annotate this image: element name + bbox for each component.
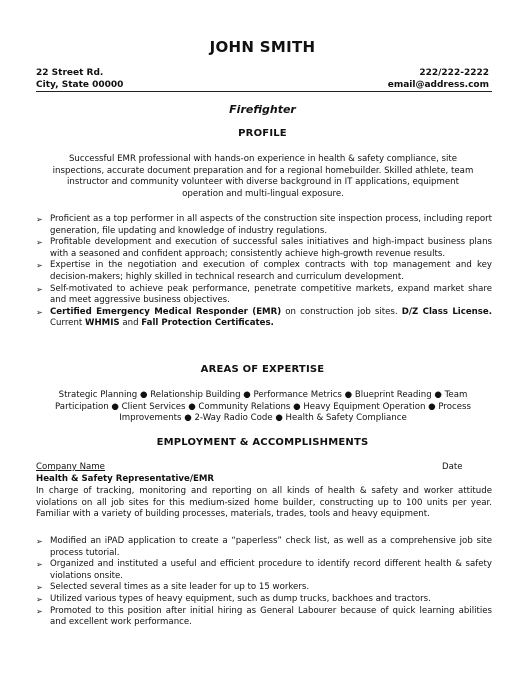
- expertise-list: Strategic Planning ● Relationship Building ● Performance Metrics ● Blueprint Reading ● Team Participation ● Client Services ● Community Relations ● Heavy Equipment Operation ● Process Improvements ● 2-Way Radio Code ● Health & Safety Compliance: [55, 390, 471, 424]
- role-description: In charge of tracking, monitoring and reporting on all kinds of health & safety and worker attitude violations on all job sites for this medium-sized home builder, constructing up to 100 units per year. Familiar with a variety of building processes, materials, trades, tools and heavy equipment.: [36, 486, 492, 520]
- list-item: ➢ Expertise in the negotiation and execution of complex contracts with top management and key decision-makers; highly skilled in technical research and curriculum development.: [36, 260, 492, 282]
- arrow-bullet-icon: ➢: [36, 583, 43, 593]
- employment-date: Date: [442, 462, 463, 472]
- expertise-heading: AREAS OF EXPERTISE: [200, 364, 325, 375]
- arrow-bullet-icon: ➢: [36, 560, 43, 570]
- arrow-bullet-icon: ➢: [36, 238, 43, 248]
- job-title: Firefighter: [229, 103, 296, 116]
- arrow-bullet-icon: ➢: [36, 606, 43, 616]
- arrow-bullet-icon: ➢: [36, 537, 43, 546]
- list-item: ➢ Proficient as a top performer in all aspects of the construction site inspection process, including report generation, file updating and knowledge of industry regulations.: [36, 214, 492, 236]
- profile-bullets: [36, 214, 492, 330]
- list-item: ➢ Utilized various types of heavy equipment, such as dump trucks, backhoes and tractors.: [36, 593, 431, 604]
- list-item: ➢ Organized and instituted a useful and efficient procedure to identify record different health & safety violations onsite.: [36, 559, 492, 581]
- employment-heading: EMPLOYMENT & ACCOMPLISHMENTS: [156, 437, 369, 448]
- list-item: ➢ Selected several times as a site leader for up to 15 workers.: [36, 582, 310, 593]
- address-line-1: 22 Street Rd.: [36, 68, 104, 78]
- list-item: ➢ Profitable development and execution of successful sales initiatives and high-impact business plans with a seasoned and confident approach; consistently achieve high-growth revenue results.: [36, 237, 492, 259]
- list-item: ➢ Self-motivated to achieve peak performance, penetrate competitive markets, expand market share and meet aggressive business objectives.: [36, 283, 492, 306]
- list-item: ➢ Promoted to this position after initial hiring as General Labourer because of quick learning abilities and excellent work performance.: [36, 605, 492, 628]
- header-divider: [36, 91, 492, 92]
- list-item: ➢ Modified an iPAD application to create a “paperless” check list, as well as a comprehensive job site process tutorial.: [36, 536, 492, 558]
- role-title: Health & Safety Representative/EMR: [36, 474, 215, 484]
- candidate-name: JOHN SMITH: [209, 38, 316, 56]
- profile-heading: PROFILE: [238, 128, 287, 139]
- address-line-2: City, State 00000: [36, 80, 124, 90]
- list-item: ➢ Certified Emergency Medical Responder (EMR) on construction job sites. D/Z Class License. Current WHMIS and Fall Protection Certificates.: [36, 306, 492, 329]
- arrow-bullet-icon: ➢: [36, 284, 43, 294]
- arrow-bullet-icon: ➢: [36, 215, 43, 224]
- arrow-bullet-icon: ➢: [36, 594, 43, 604]
- arrow-bullet-icon: ➢: [36, 261, 43, 271]
- arrow-bullet-icon: ➢: [36, 307, 43, 317]
- phone-number: 222/222-2222: [419, 68, 489, 78]
- company-name: Company Name: [36, 462, 105, 472]
- employment-bullets: [36, 536, 492, 629]
- profile-summary: Successful EMR professional with hands-on experience in health & safety compliance, site inspections, accurate document preparation and for a regional homebuilder. Skilled athlete, team instructor and community volunteer with diverse background in IT applications, equipment operation and multi-lingual exposure.: [52, 154, 474, 199]
- email-address: email@address.com: [387, 80, 489, 90]
